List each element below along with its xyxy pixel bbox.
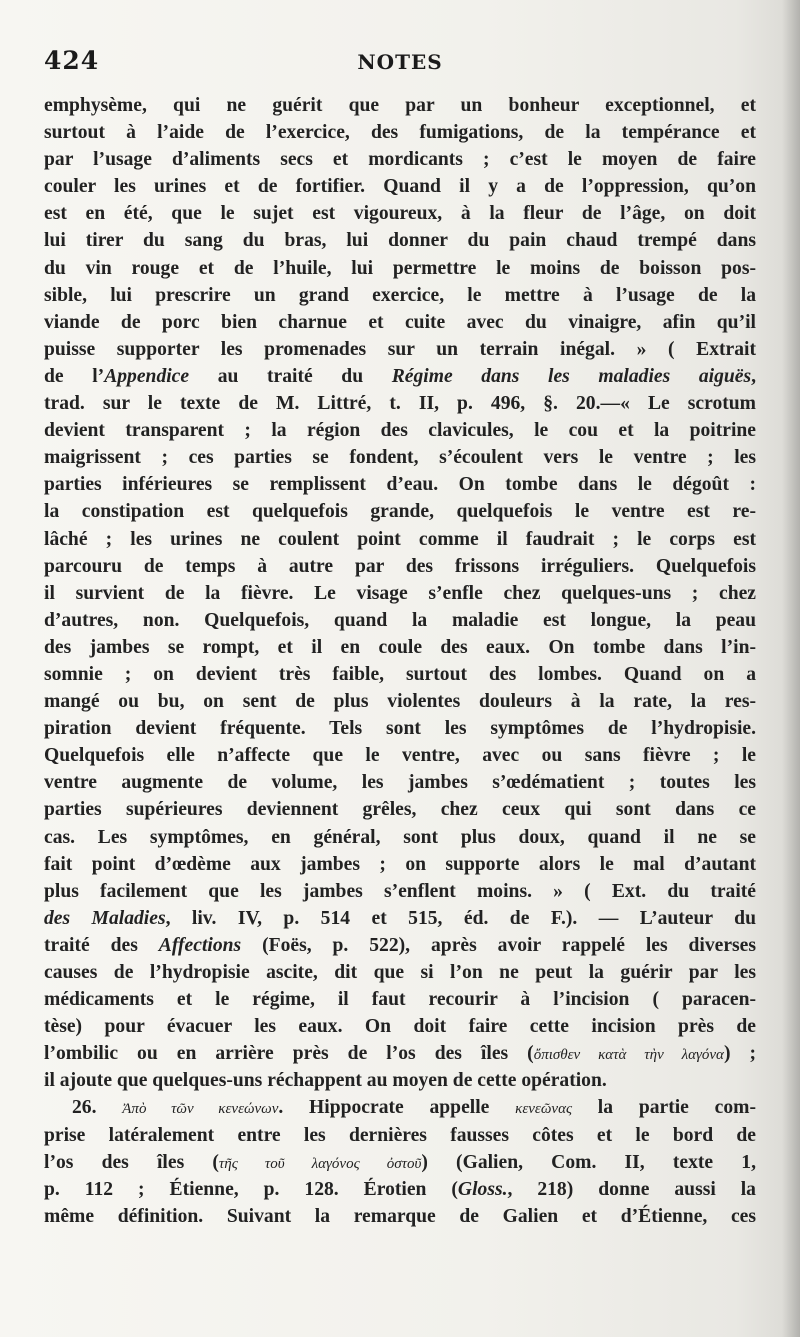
text-line [44, 580, 756, 607]
text-line [44, 146, 756, 173]
text-segment: l’ombilic ou en arrière près de l’os des îles ( [44, 1043, 534, 1065]
text-segment: surtout à l’aide de l’exercice, des fumigations, de la tempérance et [44, 122, 756, 144]
text-segment: par l’usage d’aliments secs et mordicants ; c’est le moyen de faire [44, 149, 756, 171]
text-segment: puisse supporter les promenades sur un terrain inégal. » ( Extrait [44, 338, 756, 360]
text-segment: mangé ou bu, on sent de plus violentes douleurs à la rate, la res- [44, 691, 756, 713]
text-line [44, 688, 756, 715]
body-text [44, 92, 756, 1230]
text-line [44, 282, 756, 309]
text-segment: sible, lui prescrire un grand exercice, le mettre à l’usage de la [44, 284, 756, 306]
greek-text: κενεῶνας [515, 1101, 573, 1118]
text-segment: , liv. IV, p. 514 et 515, éd. de F.). — L’auteur du [165, 907, 756, 929]
text-segment: ventre augmente de volume, les jambes s’œdématient ; toutes les [44, 772, 756, 794]
text-segment: . Hippocrate appelle [278, 1097, 516, 1119]
text-segment: cas. Les symptômes, en général, sont plus doux, quand il ne se [44, 826, 756, 848]
text-line [44, 661, 756, 688]
text-line [44, 1013, 756, 1040]
text-segment: la constipation est quelquefois grande, quelquefois le ventre est re- [44, 501, 756, 523]
text-segment: même définition. Suivant la remarque de Galien et d’Étienne, ces [44, 1205, 756, 1227]
text-segment: couler les urines et de fortifier. Quand il y a de l’oppression, qu’on [44, 176, 756, 198]
text-line [44, 200, 756, 227]
page-number: 424 [44, 46, 100, 75]
italic-text: Appendice [104, 365, 190, 387]
text-line [44, 363, 756, 390]
italic-text: Régime dans les maladies aiguës [391, 365, 752, 387]
text-segment: viande de porc bien charnue et cuite avec du vinaigre, afin qu’il [44, 311, 756, 333]
text-line [44, 1094, 756, 1121]
page-edge-shadow [782, 0, 800, 1337]
text-segment: des jambes se rompt, et il en coule des eaux. On tombe dans l’in- [44, 636, 756, 658]
text-segment: devient transparent ; la région des clavicules, le cou et la poitrine [44, 420, 756, 442]
text-line [44, 1149, 756, 1176]
text-line [44, 471, 756, 498]
page-header [44, 46, 756, 80]
text-segment: traité des [44, 934, 159, 956]
text-segment: il survient de la fièvre. Le visage s’enfle chez quelques-uns ; chez [44, 582, 756, 604]
text-segment: prise latéralement entre les dernières fausses côtes et le bord de [44, 1124, 756, 1146]
text-segment: de l’ [44, 365, 105, 387]
text-line [44, 498, 756, 525]
text-line [44, 173, 756, 200]
text-line [44, 878, 756, 905]
text-segment: parties supérieures deviennent grêles, chez ceux qui sont dans ce [44, 799, 756, 821]
text-line [44, 336, 756, 363]
text-line [44, 1122, 756, 1149]
italic-text: des Maladies [44, 907, 166, 929]
text-line [44, 634, 756, 661]
text-line [44, 417, 756, 444]
text-line [44, 742, 756, 769]
italic-text: Affections [158, 934, 242, 956]
text-segment: somnie ; on devient très faible, surtout des lombes. Quand on a [44, 663, 756, 685]
text-line [44, 824, 756, 851]
text-line [44, 1176, 756, 1203]
text-line [44, 255, 756, 282]
text-segment: d’autres, non. Quelquefois, quand la maladie est longue, la peau [44, 609, 756, 631]
text-line [44, 986, 756, 1013]
text-segment: trad. sur le texte de M. Littré, t. II, p. 496, §. 20.—« Le scrotum [44, 393, 756, 415]
greek-text: ὄπισθεν κατὰ τὴν λαγόνα [533, 1047, 724, 1064]
text-line [44, 92, 756, 119]
text-line [44, 526, 756, 553]
text-line [44, 932, 756, 959]
text-line [44, 905, 756, 932]
text-line [44, 959, 756, 986]
text-segment: piration devient fréquente. Tels sont les symptômes de l’hydropisie. [44, 718, 756, 740]
text-segment: la partie com- [572, 1097, 756, 1119]
greek-text: Ἀπὸ τῶν κενεώνων [122, 1101, 279, 1118]
text-segment: maigrissent ; ces parties se fondent, s’écoulent vers le ventre ; les [44, 447, 756, 469]
text-line [44, 309, 756, 336]
text-segment: parties inférieures se remplissent d’eau. On tombe dans le dégoût : [44, 474, 756, 496]
text-segment: plus facilement que les jambes s’enflent moins. » ( Ext. du traité [44, 880, 756, 902]
text-segment: causes de l’hydropisie ascite, dit que si l’on ne peut la guérir par les [44, 962, 756, 983]
text-segment: , 218) donne aussi la [507, 1178, 756, 1200]
text-segment: ) (Galien, Com. II, texte 1, [421, 1151, 756, 1173]
text-line [44, 715, 756, 742]
text-line [44, 119, 756, 146]
text-segment: lâché ; les urines ne coulent point comme il faudrait ; le corps est [44, 528, 756, 550]
italic-text: Gloss. [457, 1178, 508, 1200]
text-segment: (Foës, p. 522), après avoir rappelé les diverses [241, 934, 756, 956]
text-segment: du vin rouge et de l’huile, lui permettre le moins de boisson pos- [44, 257, 756, 279]
text-segment: il ajoute que quelques-uns réchappent au moyen de cette opération. [44, 1070, 607, 1092]
text-segment: médicaments et le régime, il faut recourir à l’incision ( paracen- [44, 989, 756, 1011]
running-head: NOTES [357, 50, 443, 74]
text-line [44, 1203, 756, 1230]
text-segment: tèse) pour évacuer les eaux. On doit faire cette incision près de [44, 1016, 756, 1038]
text-segment: fait point d’œdème aux jambes ; on supporte alors le mal d’autant [44, 853, 756, 875]
text-line [44, 796, 756, 823]
text-segment: emphysème, qui ne guérit que par un bonheur exceptionnel, et [44, 95, 756, 116]
text-line [44, 1040, 756, 1067]
text-segment: parcouru de temps à autre par des frissons irréguliers. Quelquefois [44, 555, 756, 577]
text-segment: Quelquefois elle n’affecte que le ventre, avec ou sans fièvre ; le [44, 745, 756, 767]
text-segment: au traité du [189, 365, 392, 387]
text-line [44, 769, 756, 796]
text-segment: l’os des îles ( [44, 1151, 219, 1173]
text-segment: , [751, 365, 756, 387]
text-line [44, 227, 756, 254]
text-segment: est en été, que le sujet est vigoureux, à la fleur de l’âge, on doit [44, 203, 756, 225]
text-segment: 26. [72, 1097, 123, 1119]
greek-text: τῆς τοῦ λαγόνος ὀστοῦ [218, 1155, 422, 1172]
text-line [44, 607, 756, 634]
text-segment: lui tirer du sang du bras, lui donner du pain chaud trempé dans [44, 230, 756, 252]
text-segment: p. 112 ; Étienne, p. 128. Érotien ( [44, 1178, 458, 1200]
text-segment: ) ; [723, 1043, 756, 1065]
text-line [44, 444, 756, 471]
text-line [44, 851, 756, 878]
text-line [44, 1067, 756, 1094]
text-line [44, 553, 756, 580]
text-line [44, 390, 756, 417]
